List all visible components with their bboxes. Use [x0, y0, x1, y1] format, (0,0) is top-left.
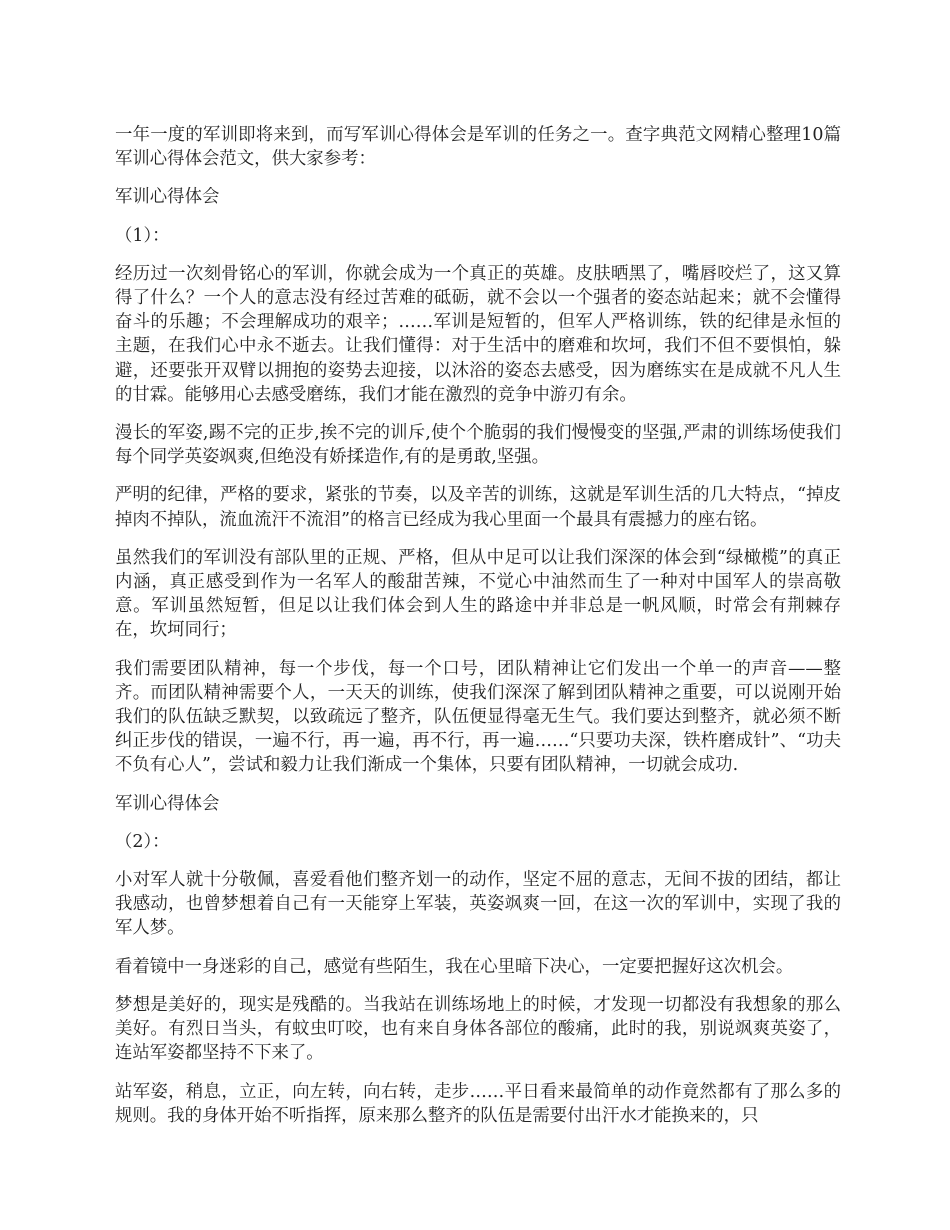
section-heading-1: 军训心得体会 — [115, 187, 220, 208]
body-paragraph: 漫长的军姿,踢不完的正步,挨不完的训斥,使个个脆弱的我们慢慢变的坚强,严肃的训练场使我们每个同学英姿飒爽,但绝没有娇揉造作,有的是勇敢,坚强。 — [115, 423, 841, 468]
body-paragraph: 我们需要团队精神，每一个步伐，每一个口号，团队精神让它们发出一个单一的声音——整齐。而团队精神需要个人，一天天的训练，使我们深深了解到团队精神之重要，可以说刚开始我们的队伍缺乏默契，以致疏远了整齐，队伍便显得毫无生气。我们要达到整齐，就必须不断纠正步伐的错误，一遍不行，再一遍，再不行，再一遍……“只要功夫深，铁杵磨成针”、“功夫不负有心人”，尝试和毅力让我们渐成一个集体，只要有团队精神，一切就会成功. — [115, 658, 841, 776]
body-paragraph: 经历过一次刻骨铭心的军训，你就会成为一个真正的英雄。皮肤晒黑了，嘴唇咬烂了，这又算得了什么？一个人的意志没有经过苦难的砥砺，就不会以一个强者的姿态站起来；就不会懂得奋斗的乐趣；不会理解成功的艰辛；……军训是短暂的，但军人严格训练，铁的纪律是永恒的主题，在我们心中永不逝去。让我们懂得：对于生活中的磨难和坎坷，我们不但不要惧怕，躲避，还要张开双臂以拥抱的姿势去迎接，以沐浴的姿态去感受，因为磨练实在是成就不凡人生的甘霖。能够用心去感受磨练，我们才能在激烈的竞争中游刃有余。 — [115, 263, 841, 405]
body-paragraph: 看着镜中一身迷彩的自己，感觉有些陌生，我在心里暗下决心，一定要把握好这次机会。 — [115, 956, 794, 977]
section-heading-2: 军训心得体会 — [115, 793, 220, 814]
body-paragraph: 虽然我们的军训没有部队里的正规、严格，但从中足可以让我们深深的体会到“绿橄榄”的真正内涵，真正感受到作为一名军人的酸甜苦辣，不觉心中油然而生了一种对中国军人的崇高敬意。军训虽然短暂，但足以让我们体会到人生的路途中并非总是一帆风顺，时常会有荆棘存在，坎坷同行； — [115, 547, 841, 641]
body-paragraph: 梦想是美好的，现实是残酷的。当我站在训练场地上的时候，才发现一切都没有我想象的那么美好。有烈日当头，有蚊虫叮咬，也有来自身体各部位的酸痛，此时的我，别说飒爽英姿了，连站军姿都坚持不下来了。 — [115, 994, 841, 1064]
body-paragraph: 小对军人就十分敬佩，喜爱看他们整齐划一的动作，坚定不屈的意志，无间不拔的团结，都让我感动，也曾梦想着自己有一天能穿上军装，英姿飒爽一回，在这一次的军训中，实现了我的军人梦。 — [115, 870, 841, 939]
intro-paragraph: 一年一度的军训即将来到，而写军训心得体会是军训的任务之一。查字典范文网精心整理10篇军训心得体会范文，供大家参考： — [115, 125, 841, 170]
section-number-1: （1）： — [115, 225, 170, 246]
body-paragraph: 站军姿，稍息，立正，向左转，向右转，走步……平日看来最简单的动作竟然都有了那么多的规则。我的身体开始不听指挥，原来那么整齐的队伍是需要付出汗水才能换来的，只 — [115, 1081, 841, 1126]
section-number-2: （2）： — [115, 831, 170, 852]
document-body — [115, 123, 841, 1142]
body-paragraph: 严明的纪律，严格的要求，紧张的节奏，以及辛苦的训练，这就是军训生活的几大特点，“掉皮掉肉不掉队，流血流汗不流泪”的格言已经成为我心里面一个最具有震撼力的座右铭。 — [115, 485, 841, 530]
